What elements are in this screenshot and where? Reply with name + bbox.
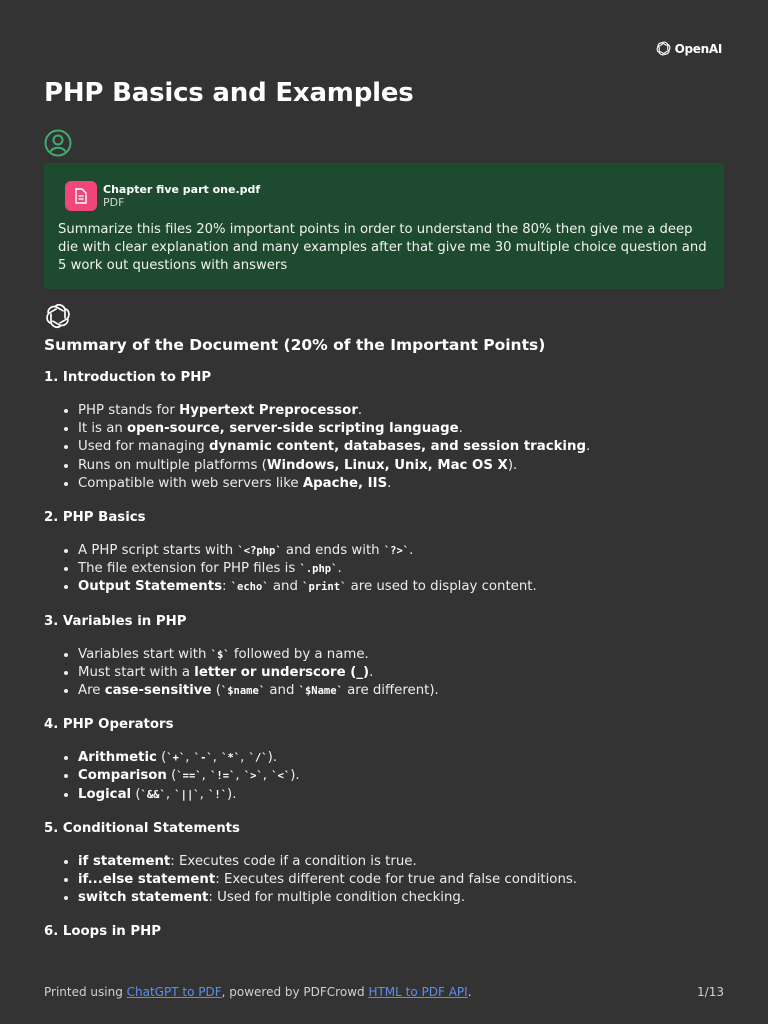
section-heading: 5. Conditional Statements <box>44 820 240 836</box>
section-heading: 3. Variables in PHP <box>44 613 187 629</box>
chatgpt-avatar-icon <box>44 302 72 330</box>
openai-logo-icon <box>655 40 672 57</box>
file-type: PDF <box>103 196 125 209</box>
list-item: • PHP stands for Hypertext Preprocessor. <box>78 402 734 420</box>
page-number: 1/13 <box>697 985 724 999</box>
brand-name: OpenAI <box>674 41 722 56</box>
list-item: • if statement: Executes code if a condition is true. <box>78 853 734 871</box>
list-item: • Logical (`&&`, `||`, `!`). <box>78 786 734 804</box>
bullet-list <box>44 853 734 908</box>
list-item: • Must start with a letter or underscore (_). <box>78 664 734 682</box>
user-prompt-bubble <box>44 163 724 289</box>
list-item: • Runs on multiple platforms (Windows, Linux, Unix, Mac OS X). <box>78 457 734 475</box>
section-heading: 1. Introduction to PHP <box>44 370 212 385</box>
footer-credit: Printed using ChatGPT to PDF, powered by PDFCrowd HTML to PDF API. <box>44 985 472 999</box>
chatgpt-to-pdf-link[interactable]: ChatGPT to PDF <box>126 985 222 999</box>
list-item: • Are case-sensitive (`$name` and `$Name` are different). <box>78 682 734 700</box>
prompt-text: Summarize this files 20% important points in order to understand the 80% then give me a deep die with clear explanation and many examples after that give me 30 multiple choice question and 5 work out questions with answers <box>58 222 707 273</box>
attached-file[interactable] <box>65 181 260 211</box>
section-heading: 2. PHP Basics <box>44 510 146 526</box>
list-item: • A PHP script starts with `<?php` and ends with `?>`. <box>78 542 734 560</box>
html-to-pdf-api-link[interactable]: HTML to PDF API <box>368 985 468 999</box>
summary-heading: Summary of the Document (20% of the Important Points) <box>44 336 546 354</box>
list-item: • Compatible with web servers like Apache, IIS. <box>78 475 734 493</box>
user-avatar-icon <box>44 129 72 157</box>
assistant-response <box>44 335 734 956</box>
list-item: • if...else statement: Executes different code for true and false conditions. <box>78 871 734 889</box>
bullet-list <box>44 542 734 597</box>
openai-brand <box>655 40 722 57</box>
list-item: • Comparison (`==`, `!=`, `>`, `<`). <box>78 767 734 785</box>
bullet-list <box>44 646 734 701</box>
list-item: • Output Statements: `echo` and `print` are used to display content. <box>78 578 734 596</box>
list-item: • Variables start with `$` followed by a name. <box>78 646 734 664</box>
list-item: • Used for managing dynamic content, databases, and session tracking. <box>78 438 734 456</box>
list-item: • Arithmetic (`+`, `-`, `*`, `/`). <box>78 749 734 767</box>
bullet-list <box>44 749 734 804</box>
bullet-list <box>44 402 734 493</box>
section-heading: 6. Loops in PHP <box>44 924 162 940</box>
document-icon <box>65 181 97 211</box>
page-title: PHP Basics and Examples <box>44 78 414 108</box>
section-heading: 4. PHP Operators <box>44 717 174 733</box>
list-item: • The file extension for PHP files is `.php`. <box>78 560 734 578</box>
list-item: • switch statement: Used for multiple condition checking. <box>78 889 734 907</box>
footer <box>44 985 724 999</box>
file-name: Chapter five part one.pdf <box>103 183 261 196</box>
list-item: • It is an open-source, server-side scripting language. <box>78 420 734 438</box>
